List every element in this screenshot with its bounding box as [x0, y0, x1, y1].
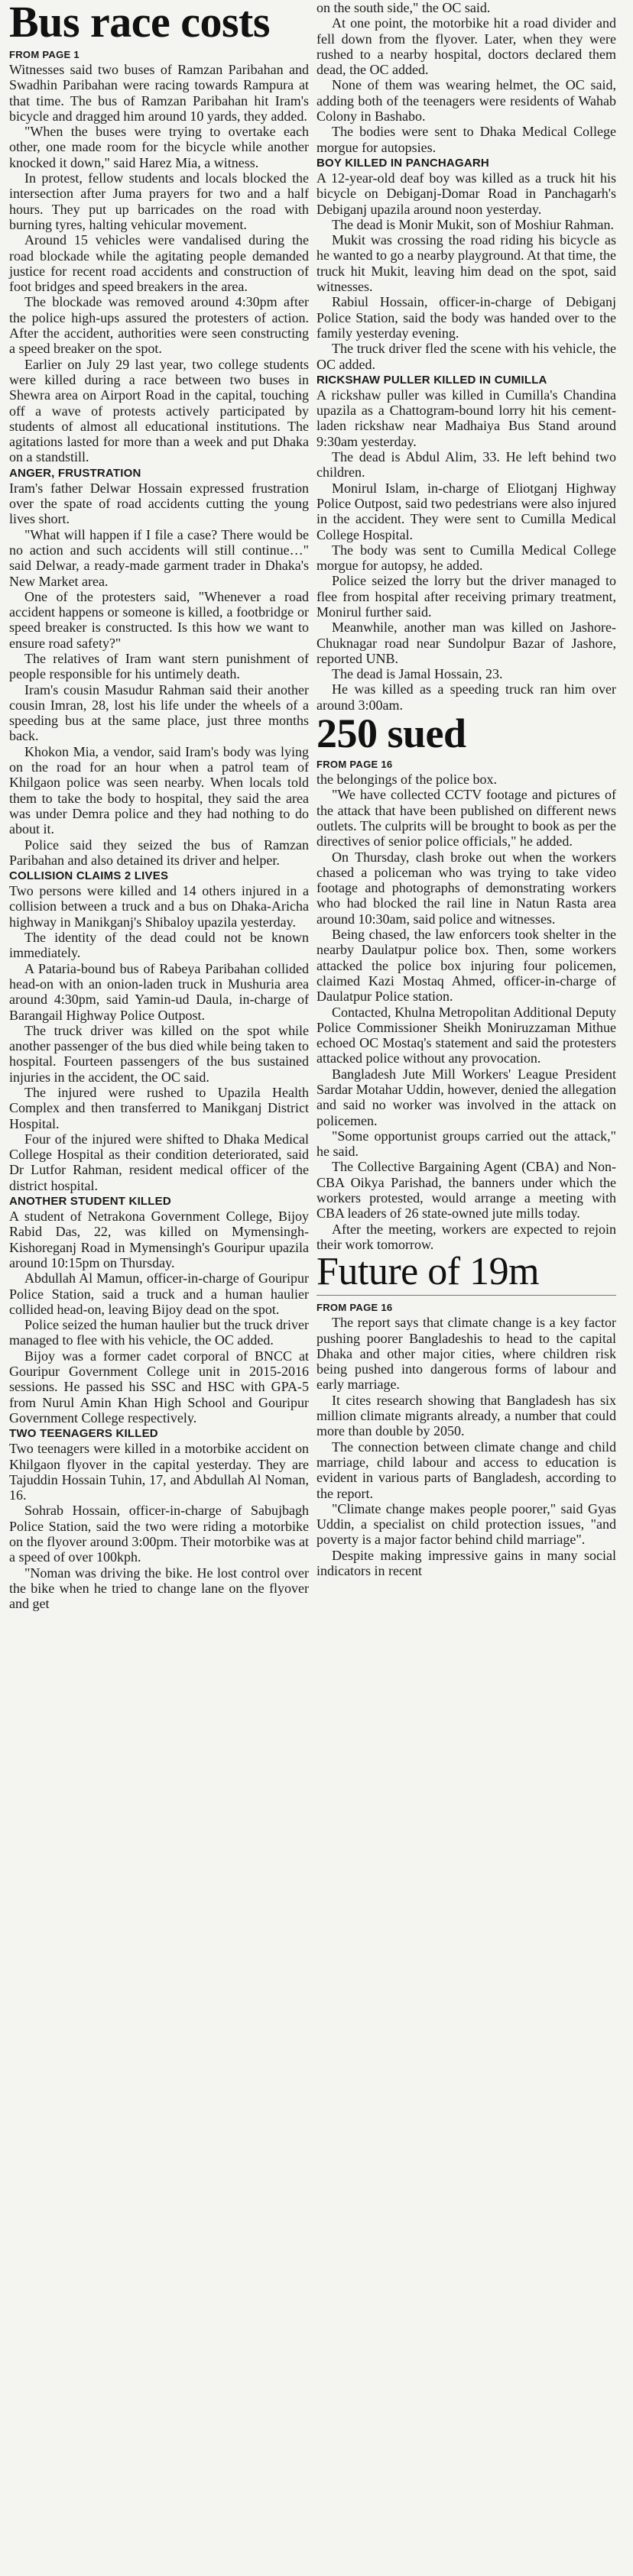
paragraph: "What will happen if I file a case? There would be no action and such accidents will still continue…" said Delwar, a ready-made garment trader in Dhaka's New Market area.	[9, 526, 309, 589]
article-continued	[316, 0, 616, 155]
paragraph: After the meeting, workers are expected to rejoin their work tomorrow.	[316, 1221, 616, 1252]
paragraph: The identity of the dead could not be known immediately.	[9, 930, 309, 961]
article-cumilla	[316, 387, 616, 713]
subhead-collision: COLLISION CLAIMS 2 LIVES	[9, 869, 169, 883]
right-column	[316, 0, 616, 1578]
paragraph: He was killed as a speeding truck ran him over around 3:00am.	[316, 681, 616, 713]
article-student	[9, 1209, 309, 1426]
headline-250-sued: 250 sued	[316, 710, 466, 757]
paragraph: One of the protesters said, "Whenever a road accident happens or someone is killed, a footbridge or speed breaker is constructed. Is this how we want to ensure road safety?"	[9, 588, 309, 651]
paragraph: Witnesses said two buses of Ramzan Paribahan and Swadhin Paribahan were racing towards Rampura at that time. The bus of Ramzan Paribahan hit Iram's bicycle and dragged him around 10 yards, they added.	[9, 62, 309, 124]
paragraph: A Pataria-bound bus of Rabeya Paribahan collided head-on with an onion-laden truck in Mushuria area around 4:30pm, said Yamin-ud Daula, in-charge of Barangail Highway Police Outpost.	[9, 960, 309, 1023]
headline-rule	[316, 1295, 616, 1296]
paragraph: "When the buses were trying to overtake each other, one made room for the bicycle while another knocked it down," said Harez Mia, a witness.	[9, 124, 309, 170]
article-teenagers	[9, 1441, 309, 1611]
paragraph: Contacted, Khulna Metropolitan Additional Deputy Police Commissioner Sheikh Moniruzzaman Mithue echoed OC Mostaq's statement and said the protesters attacked police without any provocation.	[316, 1004, 616, 1066]
paragraph: At one point, the motorbike hit a road divider and fell down from the flyover. Later, when they were rushed to a nearby hospital, doctors declared them dead, the OC added.	[316, 15, 616, 78]
paragraph: Mukit was crossing the road riding his bicycle as he wanted to go a nearby playground. At that time, the truck hit Mukit, leaving him dead on the spot, said witnesses.	[316, 232, 616, 295]
paragraph: on the south side," the OC said.	[316, 0, 491, 15]
paragraph: Police seized the lorry but the driver managed to flee from hospital after receiving primary treatment, Monirul further said.	[316, 573, 616, 620]
paragraph: The injured were rushed to Upazila Health Complex and then transferred to Manikganj District Hospital.	[9, 1085, 309, 1131]
paragraph: Earlier on July 29 last year, two college students were killed during a race between two buses in Shewra area on Airport Road in the capital, touching off a wave of protests actively participated by students of almost all educational institutions. The agitations lasted for more than a week and put Dhaka on a standstill.	[9, 356, 309, 465]
paragraph: Four of the injured were shifted to Dhaka Medical College Hospital as their condition deteriorated, said Dr Lutfor Rahman, resident medical officer of the district hospital.	[9, 1131, 309, 1193]
paragraph: Two persons were killed and 14 others injured in a collision between a truck and a bus on Dhaka-Aricha highway in Manikganj's Shibaloy upazila yesterday.	[9, 883, 309, 930]
paragraph: The connection between climate change and child marriage, child labour and access to education is evident in various parts of Bangladesh, according to the report.	[316, 1438, 616, 1501]
paragraph: the belongings of the police box.	[316, 772, 497, 788]
headline-bus-race: Bus race costs	[9, 0, 270, 47]
article-collision	[9, 883, 309, 1193]
from-page-label: FROM PAGE 1	[9, 49, 80, 60]
paragraph: In protest, fellow students and locals blocked the intersection after Juma prayers for two and a half hours. They put up barricades on the road with burning tyres, halting vehicular movement.	[9, 170, 309, 232]
paragraph: "Some opportunist groups carried out the attack," he said.	[316, 1128, 616, 1160]
paragraph: Around 15 vehicles were vandalised during the road blockade while the agitating people demanded justice for recent road accidents and construction of foot bridges and speed breakers in the area.	[9, 232, 309, 295]
paragraph: The bodies were sent to Dhaka Medical College morgue for autopsies.	[316, 124, 616, 155]
subhead-anger: ANGER, FRUSTRATION	[9, 466, 141, 480]
paragraph: "Noman was driving the bike. He lost control over the bike when he tried to change lane on the flyover and get	[9, 1565, 309, 1612]
paragraph: None of them was wearing helmet, the OC said, adding both of the teenagers were residents of Wahab Colony in Bashabo.	[316, 77, 616, 125]
paragraph: "We have collected CCTV footage and pictures of the attack that have been published on different news outlets. The culprits will be brought to book as per the directives of senior police officials," he added.	[316, 787, 616, 849]
article-anger	[9, 481, 309, 868]
article-intro	[9, 62, 309, 465]
paragraph: Meanwhile, another man was killed on Jashore-Chuknagar road near Sundolpur Bazar of Jashore, reported UNB.	[316, 620, 616, 666]
paragraph: The dead is Monir Mukit, son of Moshiur Rahman.	[332, 216, 614, 232]
paragraph: The Collective Bargaining Agent (CBA) and Non-CBA Oikya Parishad, the banners under which the workers protested, would arrange a meeting with CBA leaders of 26 state-owned jute mills today.	[316, 1159, 616, 1222]
paragraph: The blockade was removed around 4:30pm after the police high-ups assured the protesters of action. After the accident, authorities were seen constructing a speed breaker on the spot.	[9, 294, 309, 357]
paragraph: The relatives of Iram want stern punishment of people responsible for his untimely death.	[9, 650, 309, 682]
paragraph: A rickshaw puller was killed in Cumilla's Chandina upazila as a Chattogram-bound lorry hit his cement-laden rickshaw near Madhaiya Bus Stand around 9:30am yesterday.	[316, 387, 616, 449]
from-page-label-2: FROM PAGE 16	[316, 759, 393, 771]
subhead-cumilla: RICKSHAW PULLER KILLED IN CUMILLA	[316, 373, 547, 387]
paragraph: Monirul Islam, in-charge of Eliotganj Highway Police Outpost, said two pedestrians were also injured in the accident. They were sent to Cumilla Medical College Hospital.	[316, 480, 616, 542]
from-page-label-3: FROM PAGE 16	[316, 1302, 393, 1314]
paragraph: Abdullah Al Mamun, officer-in-charge of Gouripur Police Station, said a truck and a human haulier collided head-on, leaving Bijoy dead on the spot.	[9, 1270, 309, 1317]
left-column	[9, 0, 309, 1612]
paragraph: Despite making impressive gains in many social indicators in recent	[316, 1547, 616, 1579]
paragraph: Police said they seized the bus of Ramzan Paribahan and also detained its driver and helper.	[9, 837, 309, 868]
paragraph: A 12-year-old deaf boy was killed as a truck hit his bicycle on Debiganj-Domar Road in Panchagarh's Debiganj upazila around noon yesterday.	[316, 170, 616, 217]
headline-future-of-19m: Future of 19m	[316, 1250, 540, 1294]
paragraph: Bangladesh Jute Mill Workers' League President Sardar Motahar Uddin, however, denied the allegation and said no worker was involved in the attack on policemen.	[316, 1066, 616, 1128]
paragraph: Iram's cousin Masudur Rahman said their another cousin Imran, 28, lost his life under the wheels of a speeding bus at the same place, just three months back.	[9, 681, 309, 744]
paragraph: The report says that climate change is a key factor pushing poorer Bangladeshis to head to the capital Dhaka and other major cities, where children risk being pushed into dangerous forms of labour and early marriage.	[316, 1315, 616, 1393]
article-future	[316, 1315, 616, 1578]
paragraph: Rabiul Hossain, officer-in-charge of Debiganj Police Station, said the body was handed over to the family yesterday evening.	[316, 294, 616, 341]
article-panchagarh	[316, 170, 616, 372]
paragraph: Police seized the human haulier but the truck driver managed to flee with his vehicle, the OC added.	[9, 1317, 309, 1348]
subhead-teenagers: TWO TEENAGERS KILLED	[9, 1427, 158, 1441]
paragraph: The truck driver fled the scene with his vehicle, the OC added.	[316, 341, 616, 372]
paragraph: The truck driver was killed on the spot while another passenger of the bus died while being taken to hospital. Fourteen passengers of the bus sustained injuries in the accident, the OC said.	[9, 1022, 309, 1085]
paragraph: On Thursday, clash broke out when the workers chased a policeman who was trying to take video footage and photographs of demonstrating workers who had blocked the rail line in Natun Rasta area around 10:30am, said police and witnesses.	[316, 849, 616, 927]
paragraph: The dead is Abdul Alim, 33. He left behind two children.	[316, 449, 616, 481]
paragraph: Sohrab Hossain, officer-in-charge of Sabujbagh Police Station, said the two were riding a motorbike on the flyover around 3:00pm. Their motorbike was at a speed of over 100kph.	[9, 1503, 309, 1565]
paragraph: Being chased, the law enforcers took shelter in the nearby Daulatpur police box. Then, some workers attacked the police box injuring four policemen, claimed Kazi Mostaq Ahmed, officer-in-charge of Daulatpur Police station.	[316, 927, 616, 1005]
paragraph: Khokon Mia, a vendor, said Iram's body was lying on the road for an hour when a patrol team of Khilgaon police was seen nearby. When locals told them to take the body to hospital, they said the area was under Demra police and they had nothing to do about it.	[9, 743, 309, 837]
paragraph: The dead is Jamal Hossain, 23.	[332, 666, 503, 682]
paragraph: A student of Netrakona Government College, Bijoy Rabid Das, 22, was killed on Mymensingh-Kishoreganj Road in Mymensingh's Gouripur upazila around 10:15pm on Thursday.	[9, 1209, 309, 1270]
paragraph: Bijoy was a former cadet corporal of BNCC at Gouripur Government College unit in 2015-2016 sessions. He passed his SSC and HSC with GPA-5 from Nurul Amin Khan High School and Gouripur Government College respectively.	[9, 1348, 309, 1426]
article-250-sued	[316, 772, 616, 1252]
subhead-student: ANOTHER STUDENT KILLED	[9, 1195, 171, 1209]
paragraph: "Climate change makes people poorer," said Gyas Uddin, a specialist on child protection issues, "and poverty is a major factor behind child marriage".	[316, 1500, 616, 1548]
subhead-panchagarh: BOY KILLED IN PANCHAGARH	[316, 156, 489, 170]
paragraph: Iram's father Delwar Hossain expressed frustration over the spate of road accidents cutting the young lives short.	[9, 480, 309, 527]
paragraph: It cites research showing that Bangladesh has six million climate migrants already, a number that could more than double by 2050.	[316, 1392, 616, 1439]
paragraph: Two teenagers were killed in a motorbike accident on Khilgaon flyover in the capital yesterday. They are Tajuddin Hossain Tuhin, 17, and Abdullah Al Noman, 16.	[9, 1441, 309, 1503]
paragraph: The body was sent to Cumilla Medical College morgue for autopsy, he added.	[316, 542, 616, 574]
